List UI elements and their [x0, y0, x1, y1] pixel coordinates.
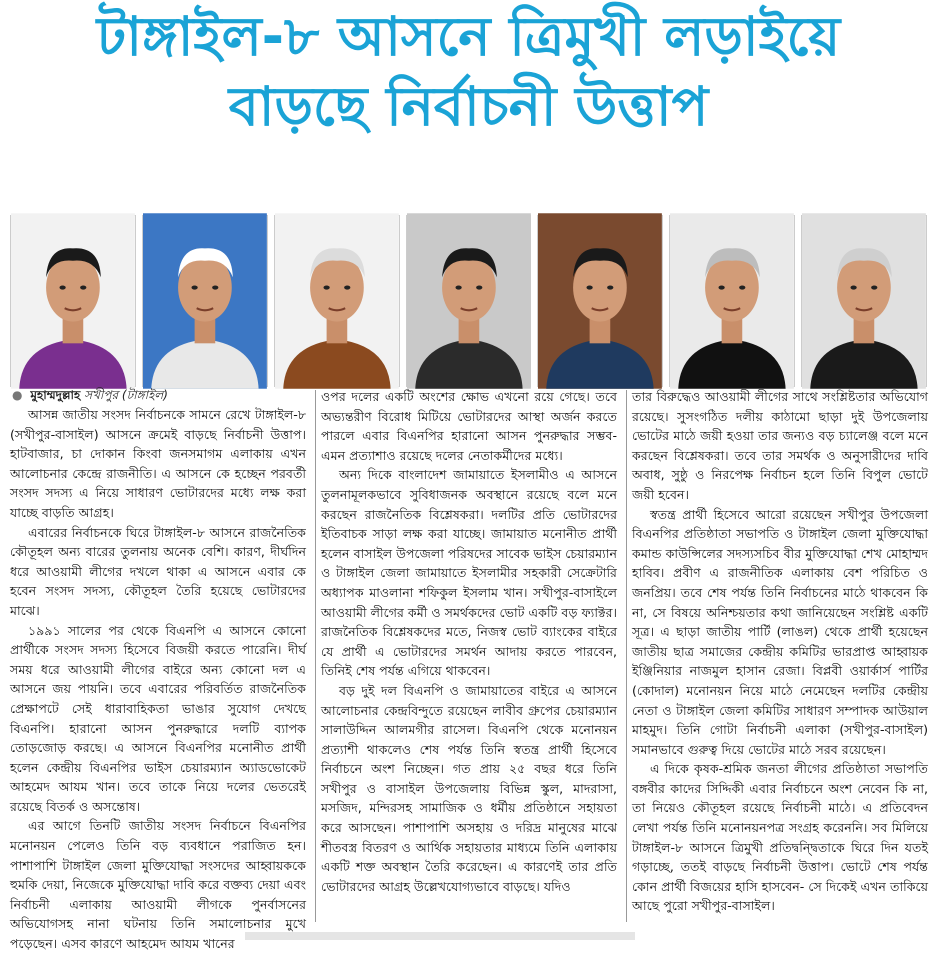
candidate-photo — [669, 215, 795, 387]
byline-author: মুহাম্মদুল্লাহ — [30, 388, 81, 402]
paragraph: ১৯৯১ সালের পর থেকে বিএনপি এ আসনে কোনো প্রার্থীকে সংসদ সদস্য হিসেবে বিজয়ী করতে পারেনি। দীর্ঘ সময় ধরে আওয়ামী লীগের বাইরে অন্য কোনো দল এ আসনে জয় পায়নি। তবে এবারের পরিবর্তিত রাজনৈতিক প্রেক্ষাপটে সেই ধারাবাহিকতা ভাঙার সুযোগ দেখছে বিএনপি। হারানো আসন পুনরুদ্ধারে দলটি ব্যাপক তোড়জোড় করছে। এ আসনে বিএনপির মনোনীত প্রার্থী হলেন কেন্দ্রীয় বিএনপির ভাইস চেয়ারম্যান অ্যাডভোকেট আহমেদ আযম খান। তবে তাকে নিয়ে দলের ভেতরেই রয়েছে বিতর্ক ও অসন্তোষ। — [10, 622, 306, 814]
paragraph: অন্য দিকে বাংলাদেশ জামায়াতে ইসলামীও এ আসনে তুলনামূলকভাবে সুবিধাজনক অবস্থানে রয়েছে বলে মনে করছেন রাজনৈতিক বিশ্লেষকরা। দলটির প্রতি ভোটারদের ইতিবাচক সাড়া লক্ষ করা যাচ্ছে। জামায়াত মনোনীত প্রার্থী হলেন বাসাইল উপজেলা পরিষদের সাবেক ভাইস চেয়ারম্যান ও টাঙ্গাইল জেলা জামায়াতে ইসলামীর সহকারী সেক্রেটারি অধ্যাপক মাওলানা শফিকুল ইসলাম খান। সখীপুর-বাসাইলে আওয়ামী লীগের কর্মী ও সমর্থকদের ভোট একটি বড় ফ্যাক্টর। রাজনৈতিক বিশ্লেষকদের মতে, নিজস্ব ভোট ব্যাংকের বাইরে যে প্রার্থী এ ভোটারদের সমর্থন আদায় করতে পারবেন, তিনিই শেষ পর্যন্ত এগিয়ে থাকবেন। — [321, 467, 617, 679]
candidate-photo — [274, 215, 400, 387]
headline — [0, 6, 937, 138]
candidate-photo — [406, 215, 532, 387]
paragraph: আসন্ন জাতীয় সংসদ নির্বাচনকে সামনে রেখে টাঙ্গাইল-৮ (সখীপুর-বাসাইল) আসনে ক্রমেই বাড়ছে নির্বাচনী উত্তাপ। হাটবাজার, চা দোকান কিংবা জনসমাগম এলাকায় এখন আলোচনার কেন্দ্রে রাজনীতি। এ আসনে কে হচ্ছেন পরবর্তী সংসদ সদস্য এ নিয়ে সাধারণ ভোটারদের মধ্যে লক্ষ করা যাচ্ছে বাড়তি আগ্রহ। — [10, 407, 306, 520]
paragraph: স্বতন্ত্র প্রার্থী হিসেবে আরো রয়েছেন সখীপুর উপজেলা বিএনপির প্রতিষ্ঠাতা সভাপতি ও টাঙ্গাইল জেলা মুক্তিযোদ্ধা কমান্ড কাউন্সিলের সদস্যসচিব বীর মুক্তিযোদ্ধা শেখ মোহাম্মদ হাবিব। প্রবীণ এ রাজনীতিক এলাকায় বেশ পরিচিত ও জনপ্রিয়। তবে শেষ পর্যন্ত তিনি নির্বাচনের মাঠে থাকবেন কি না, সে বিষয়ে অনিশ্চয়তার কথা জানিয়েছেন সংশ্লিষ্ট একটি সূত্র। এ ছাড়া জাতীয় পার্টি (লাঙল) থেকে প্রার্থী হয়েছেন জাতীয় ছাত্র সমাজের কেন্দ্রীয় কমিটির ভারপ্রাপ্ত আহ্বায়ক ইঞ্জিনিয়ার নাজমুল হাসান রেজা। বিপ্লবী ওয়ার্কার্স পার্টির (কোদাল) মনোনয়ন নিয়ে মাঠে নেমেছেন দলটির কেন্দ্রীয় নেতা ও টাঙ্গাইল জেলা কমিটির সাধারণ সম্পাদক আউয়াল মাহমুদ। তিনি গোটা নির্বাচনী এলাকা (সখীপুর-বাসাইল) সমানভাবে গুরুত্ব দিয়ে ভোটের মাঠে সরব রয়েছেন। — [632, 506, 928, 757]
paragraph: এ দিকে কৃষক-শ্রমিক জনতা লীগের প্রতিষ্ঠাতা সভাপতি বঙ্গবীর কাদের সিদ্দিকী এবার নির্বাচনে অংশ নেবেন কি না, তা নিয়েও কৌতূহল রয়েছে নির্বাচনী মাঠে। এ প্রতিবেদন লেখা পর্যন্ত তিনি মনোনয়নপত্র সংগ্রহ করেননি। সব মিলিয়ে টাঙ্গাইল-৮ আসনে ত্রিমুখী প্রতিদ্বন্দ্বিতাকে ঘিরে দিন যতই গড়াচ্ছে, ততই বাড়ছে নির্বাচনী উত্তাপ। ভোটে শেষ পর্যন্ত কোন প্রার্থী বিজয়ের হাসি হাসবেন- সে দিকেই এখন তাকিয়ে আছে পুরো সখীপুর-বাসাইল। — [632, 761, 928, 914]
headline-line-1: টাঙ্গাইল-৮ আসনে ত্রিমুখী লড়াইয়ে — [96, 5, 841, 68]
paragraph: ওপর দলের একটি অংশের ক্ষোভ এখনো রয়ে গেছে। তবে অভ্যন্তরীণ বিরোধ মিটিয়ে ভোটারদের আস্থা অর্জন করতে পারলে এবার বিএনপির হারানো আসন পুনরুদ্ধার সম্ভব- এমন প্রত্যাশাও রয়েছে দলের নেতাকর্মীদের মধ্যে। — [321, 389, 617, 463]
article-column-2 — [321, 387, 617, 907]
paragraph: এর আগে তিনটি জাতীয় সংসদ নির্বাচনে বিএনপির মনোনয়ন পেলেও তিনি বড় ব্যবধানে পরাজিত হন। পাশাপাশি টাঙ্গাইল জেলা মুক্তিযোদ্ধা সংসদের আহ্বায়ককে হুমকি দেয়া, নিজেকে মুক্তিযোদ্ধা দাবি করে বক্তব্য দেয়া এবং নির্বাচনী এলাকায় আওয়ামী লীগকে পুনর্বাসনের অভিযোগসহ নানা ঘটনায় তিনি সমালোচনার মুখে পড়েছেন। এসব কারণে আহমেদ আযম খানের — [10, 818, 306, 952]
bullet-icon: ● — [12, 388, 23, 402]
paragraph: তার বিরুদ্ধেও আওয়ামী লীগের সাথে সংশ্লিষ্টতার অভিযোগ রয়েছে। সুসংগঠিত দলীয় কাঠামো ছাড়া দুই উপজেলায় ভোটের মাঠে জয়ী হওয়া তার জন্যও বড় চ্যালেঞ্জ বলে মনে করছেন বিশ্লেষকরা। তবে তার সমর্থক ও অনুসারীদের দাবি অবাধ, সুষ্ঠু ও নিরপেক্ষ নির্বাচন হলে তিনি বিপুল ভোটে জয়ী হবেন। — [632, 389, 928, 502]
page-bottom-strip — [245, 932, 635, 940]
candidate-photo — [142, 215, 268, 387]
candidate-photo — [537, 215, 663, 387]
column-divider — [626, 390, 627, 922]
paragraph: বড় দুই দল বিএনপি ও জামায়াতের বাইরে এ আসনে আলোচনার কেন্দ্রবিন্দুতে রয়েছেন লাবীব গ্রুপের চেয়ারম্যান সালাউদ্দিন আলমগীর রাসেল। বিএনপি থেকে মনোনয়ন প্রত্যাশী থাকলেও শেষ পর্যন্ত তিনি স্বতন্ত্র প্রার্থী হিসেবে নির্বাচনে অংশ নিচ্ছেন। গত প্রায় ২৫ বছর ধরে তিনি সখীপুর ও বাসাইল উপজেলায় বিভিন্ন স্কুল, মাদরাসা, মসজিদ, মন্দিরসহ সামাজিক ও ধর্মীয় প্রতিষ্ঠানে সহায়তা করে আসছেন। পাশাপাশি অসহায় ও দরিদ্র মানুষের মাঝে শীতবস্ত্র বিতরণ ও আর্থিক সহায়তার মাধ্যমে তিনি এলাকায় একটি শক্ত অবস্থান তৈরি করেছেন। এ কারণেই তার প্রতি ভোটারদের আগ্রহ উল্লেখযোগ্যভাবে বাড়ছে। যদিও — [321, 682, 617, 894]
headline-line-2: বাড়ছে নির্বাচনী উত্তাপ — [228, 75, 709, 139]
candidate-photo-strip — [10, 215, 927, 385]
byline — [12, 387, 322, 407]
article-column-1 — [10, 405, 306, 952]
byline-place: সখীপুর (টাঙ্গাইল) — [84, 388, 168, 402]
article-column-3 — [632, 387, 928, 914]
paragraph: এবারের নির্বাচনকে ঘিরে টাঙ্গাইল-৮ আসনে রাজনৈতিক কৌতূহল অন্য বারের তুলনায় অনেক বেশি। কারণ, দীর্ঘদিন ধরে আওয়ামী লীগের দখলে থাকা এ আসনে এবার কে হবেন সংসদ সদস্য, কৌতূহল তৈরি হয়েছে ভোটারদের মাঝে। — [10, 524, 306, 618]
column-divider — [315, 390, 316, 922]
candidate-photo — [10, 215, 136, 387]
candidate-photo — [801, 215, 927, 387]
